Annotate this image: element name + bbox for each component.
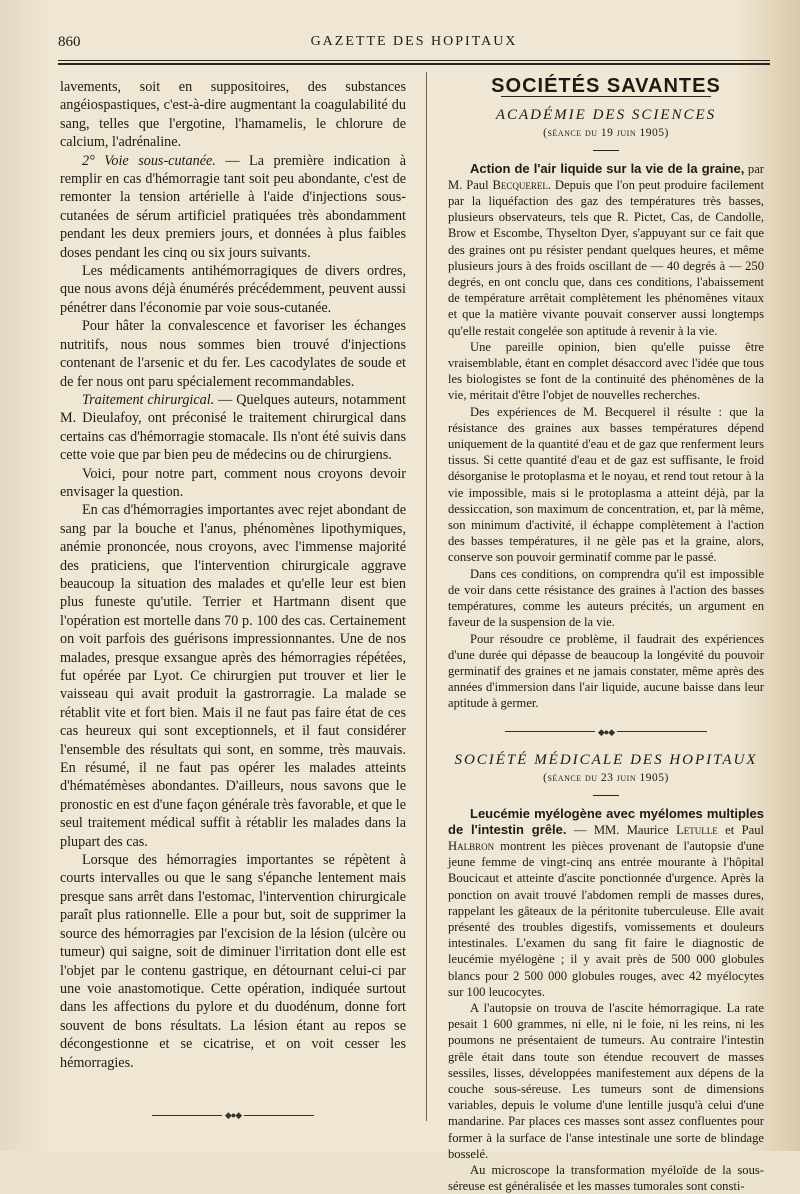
session-date: (séance du 23 juin 1905) (543, 772, 669, 785)
right-column (448, 75, 764, 1194)
header-rule-thick (58, 63, 770, 65)
paragraph: Au microscope la transformation myéloïde de la sous-séreuse est généralisée et les masses tumorales sont consti- (448, 1163, 764, 1194)
paragraph: A l'autopsie on trouva de l'ascite hémorragique. La rate pesait 1 600 grammes, ni elle, ni le foie, ni les reins, ni les poumons ne présentaient de tumeurs. Au contraire l'intestin grêle était dans toute son étendue recouvert de masses sessiles, lisses, développées manifestement aux dépens de la couche sous-séreuse. Les tumeurs sont de dimensions variables, depuis le volume d'une lentille jusqu'à celui d'une mandarine. Par places ces masses sont assez confluentes pour former à la surface de l'anse intestinale une sorte de blindage bosselé. (448, 1000, 764, 1161)
short-rule (593, 150, 619, 151)
society-name: ACADÉMIE DES SCIENCES (495, 107, 717, 124)
article-text: montrent les pièces provenant de l'autopsie d'une jeune femme de vingt-cinq ans entrée mourante à l'hôpital Boucicaut et atteinte d'ascite ponctionnée d'urgence. Après la ponction on avait trouvé l'abdomen rempli de masses dures, rappelant les gâteaux de la péritonite tuberculeuse. Elle avait présenté des troubles digestifs, vomissements et douleurs intestinales. L'examen du sang fit faire le diagnostic de leucémie myélogène ; il y avait près de 500 000 globules blancs pour 2 500 000 globules rouges, avec 42 myélocytes sur 100 leucocytes. (448, 838, 764, 999)
author-name: Becquerel (492, 177, 548, 192)
page-number: 860 (58, 34, 81, 50)
article-text: . Depuis que l'on peut produire facilement par la liquéfaction des gaz des températures très basses, plusieurs observateurs, tels que R. Pictet, Cas, de Candolle, Brow et Escombe, Thyselton Dyer, s'appuyant sur ce fait que des graines ont pu résister pendant quelques heures, et même plusieurs jours à des froids oscillant de — 40 degrés à — 250 degrés, en ont conclu que, dans ces conditions, l'abaissement de température arrêtait complètement les phénomènes vitaux et que la matière vivante pouvait conserver aussi longtemps qu'elle restait congelée son aptitude à revenir à la vie. (448, 177, 764, 338)
paragraph (60, 391, 406, 465)
society-name: SOCIÉTÉ MÉDICALE DES HOPITAUX (454, 752, 758, 769)
paragraph: Pour résoudre ce problème, il faudrait des expériences d'une durée qui dépasse de beaucoup la longévité du pouvoir germinatif des graines et ne jamais constater, même après des années d'immersion dans l'air liquide, aucune baisse dans leur aptitude à germer. (448, 631, 764, 711)
paragraph: Des expériences de M. Becquerel il résulte : que la résistance des graines aux basses températures dépend uniquement de la quantité d'eau et de gaz que renferment leurs tissus. Si cette quantité d'eau et de gaz est suffisante, le froid désorganise le protoplasma et le noyau, et rend tout retour à la vie impossible, mais si le protoplasma a atteint déjà, par la dessiccation, son maximum de concentration, et, par là même, son minimum d'activité, il échappe complètement à l'action des basses températures, il ne gèle pas et la graine, alors, conserve son pouvoir germinatif comme par le passé. (448, 404, 764, 565)
running-title: GAZETTE DES HOPITAUX (310, 34, 518, 49)
article-text: — MM. Maurice (566, 822, 677, 837)
article-text: par M. Paul (448, 161, 764, 192)
section-ornament: ◆●◆ (60, 1106, 406, 1125)
subheading: 2° Voie sous-cutanée. (82, 152, 216, 169)
paragraph: lavements, soit en suppositoires, des substances angéiospastiques, c'est-à-dire augmentant la coagulabilité du sang, telles que l'ergotine, l'hamamelis, le chlorure de calcium, l'adrénaline. (60, 79, 406, 151)
paragraph: Une pareille opinion, bien qu'elle puisse être vraisemblable, étant en complet désaccord avec l'idée que tous les biologistes se font de la continuité des phénomènes de la vie, méritait d'être l'objet de nouvelles recherches. (448, 339, 764, 403)
short-rule (593, 795, 619, 796)
paragraph-text: — Quelques auteurs, notamment M. Dieulafoy, ont préconisé le traitement chirurgical dans certains cas d'hémorragie stomacale. Ils n'ont été suivis dans cette voie que par bien peu de médecins ou de chirurgiens. (60, 391, 406, 464)
paragraph: Dans ces conditions, on comprendra qu'il est impossible de voir dans cette résistance des graines à l'action des basses températures, comme les auteurs précités, un argument en faveur de la suspension de la vie. (448, 566, 764, 630)
left-column (60, 78, 406, 1121)
paragraph (60, 152, 406, 262)
article-title: Leucémie myélogène avec myélomes multiples de l'intestin grêle. (448, 805, 764, 837)
paragraph: Les médicaments antihémorragiques de divers ordres, que nous avons déjà énumérés précédemment, peuvent aussi pénétrer dans l'économie par voie sous-cutanée. (60, 263, 406, 316)
author-name: Halbron (448, 838, 495, 853)
paragraph-text: — La première indication à remplir en cas d'hémorragie tant soit peu abondante, c'est de remonter la tension artérielle à l'aide d'injections sous-cutanées de sérum artificiel pratiquées très abondamment pendant les deux premiers jours, et données à plus faibles doses pendant les cinq ou six jours suivants. (60, 152, 406, 261)
paragraph: Voici, pour notre part, comment nous croyons devoir envisager la question. (60, 465, 406, 500)
paragraph: Lorsque des hémorragies importantes se répètent à courts intervalles ou que le sang s'épanche lentement mais presque sans arrêt dans l'estomac, l'intervention chirurgicale paraît plus rationnelle. Elle a pour but, soit de supprimer la source des hémorragies par l'excision de la lésion (ulcère ou tumeur) qui saigne, soit de diminuer l'irritation dont elle est l'objet par le contenu gastrique, en détournant celui-ci par une voie anastomotique. Cette opération, indiquée surtout dans les affections du pylore et du duodénum, donne fort souvent de bons résultats. La lésion étant au repos se décongestionne et se cicatrise, et on voit cesser les hémorragies. (60, 852, 406, 1071)
paragraph: Pour hâter la convalescence et favoriser les échanges nutritifs, nous nous sommes bien trouvé d'injections contenant de l'arsenic et du fer. Les cacodylates de soude et de fer nous ont paru spécialement recommandables. (60, 318, 406, 390)
column-divider (426, 72, 427, 1121)
article-paragraph (448, 806, 764, 1000)
article-paragraph (448, 161, 764, 339)
subheading: Traitement chirurgical. (82, 391, 215, 408)
article-title: Action de l'air liquide sur la vie de la graine, (470, 160, 745, 176)
section-ornament: ◆●◆ (448, 724, 764, 741)
session-date: (séance du 19 juin 1905) (543, 127, 669, 140)
paragraph: En cas d'hémorragies importantes avec rejet abondant de sang par la bouche et l'anus, phénomènes lipothymiques, anémie prononcée, nous croyons, avec l'immense majorité des praticiens, que l'intervention chirurgicale aggrave beaucoup la situation des malades et qu'elle leur est bien plus funeste qu'utile. Terrier et Hartmann disent que l'opération est mortelle dans 70 p. 100 des cas. Certainement on voit parfois des guérisons impressionnantes. Une de nos malades, presque exsangue après des hémorragies répétées, fut opérée par Lyot. Ce chirurgien put trouver et lier le vaisseau qui avait produit la gastrorragie. La malade se rétablit vite et fort bien. Mais il ne faut pas faire état de ces cas heureux qui sont exceptionnels, et il faut considérer l'ensemble des résultats qui sont, en somme, très mauvais. En résumé, il ne faut pas opérer les malades atteints d'hématémèses abondantes. D'ailleurs, nous savons que le pronostic en est d'une façon générale très favorable, et que le seul traitement médical suffit à rétablir les malades dans la plupart des cas. (60, 502, 406, 850)
header-rule (58, 60, 770, 61)
page-header (58, 34, 770, 56)
section-title: SOCIÉTÉS SAVANTES (491, 75, 721, 97)
article-text: et Paul (717, 822, 764, 837)
author-name: Letulle (676, 822, 718, 837)
